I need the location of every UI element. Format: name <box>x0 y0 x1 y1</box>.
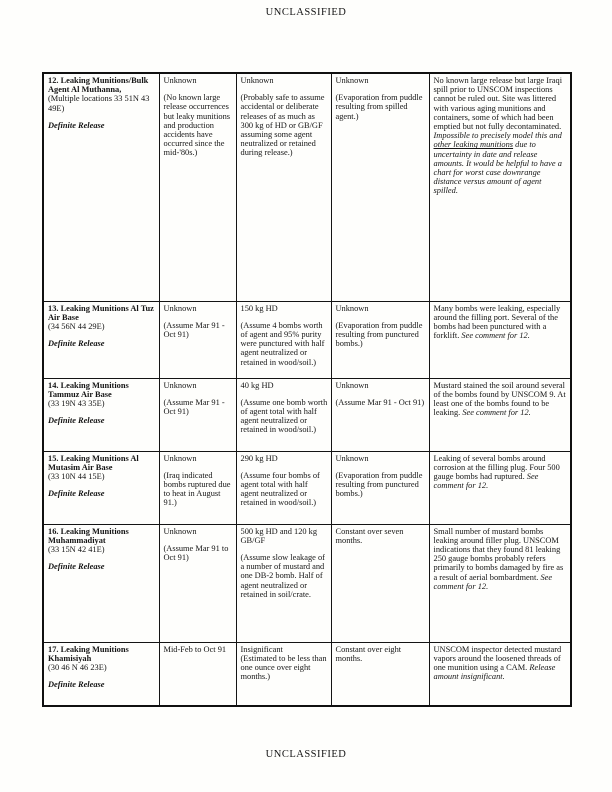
table-cell <box>331 451 429 524</box>
text-segment: Leaking of several bombs around corrosion at the filling plug. Four 500 gauge bombs had ruptured. <box>433 453 560 481</box>
text-segment: (Assume Mar 91 - Oct 91) <box>163 320 225 339</box>
text-segment: Unknown <box>163 453 197 463</box>
cell-paragraph <box>48 304 156 322</box>
text-segment: See comment for 12. <box>433 471 539 491</box>
cell-paragraph <box>241 471 328 508</box>
table-row-14 <box>43 378 571 451</box>
cell-paragraph <box>48 454 156 472</box>
text-segment: (30 46 N 46 23E) <box>48 662 107 672</box>
cell-paragraph <box>48 527 156 545</box>
text-segment: Definite Release <box>48 120 105 130</box>
text-segment: Definite Release <box>48 339 105 349</box>
cell-paragraph <box>434 304 568 341</box>
text-segment: See comment for 12. <box>462 408 531 418</box>
table-cell <box>429 524 571 642</box>
text-segment: Small number of mustard bombs leaking around filler plug. UNSCOM indications that they found 81 leaking 250 gauge bombs probably refers primarily to bombs damaged by fire as a result of aerial bombardment. <box>433 526 564 582</box>
text-segment: Definite Release <box>48 416 105 426</box>
cell-paragraph <box>336 454 426 463</box>
cell-paragraph <box>241 304 328 313</box>
text-segment: 150 kg HD <box>240 303 278 313</box>
table-cell <box>159 301 236 378</box>
table-cell <box>236 378 331 451</box>
table-row-16 <box>43 524 571 642</box>
cell-paragraph <box>434 645 568 682</box>
cell-paragraph <box>48 381 156 399</box>
table-cell <box>429 301 571 378</box>
table-cell <box>429 451 571 524</box>
cell-paragraph <box>164 544 233 562</box>
text-segment: due to uncertainty in date and release amounts. It would be helpful to have a chart for worst case downrange distance versus amount of agent spilled. <box>433 140 562 196</box>
text-segment: Definite Release <box>48 562 105 572</box>
cell-paragraph <box>48 472 156 481</box>
cell-paragraph <box>336 76 426 85</box>
text-segment: Unknown <box>335 453 369 463</box>
text-segment: 15. Leaking Munitions Al Mutasim Air Base <box>48 453 139 472</box>
cell-paragraph <box>434 527 568 591</box>
cell-paragraph <box>336 398 426 407</box>
text-segment: No known large release but large Iraqi spill prior to UNSCOM inspections cannot be ruled out. Site was littered with various aging munitions and containers, some of which had been emptied but not fully decontaminated. <box>433 76 563 132</box>
cell-paragraph <box>241 398 328 435</box>
cell-paragraph <box>48 663 156 672</box>
text-segment: 12. Leaking Munitions/Bulk Agent Al Muthanna, <box>48 76 149 95</box>
text-segment: Unknown <box>163 526 197 536</box>
cell-paragraph <box>336 471 426 499</box>
cell-paragraph <box>241 454 328 463</box>
text-segment: (Estimated to be less than one ounce over eight months.) <box>240 653 327 682</box>
text-segment: UNSCOM inspector detected mustard vapors around the loosened threads of one munition using a CAM. <box>433 644 562 672</box>
table-cell <box>159 73 236 301</box>
table-cell <box>43 524 159 642</box>
cell-paragraph <box>241 76 328 85</box>
table-cell <box>236 301 331 378</box>
cell-paragraph <box>164 471 233 508</box>
cell-paragraph <box>48 399 156 408</box>
text-segment: Definite Release <box>48 680 105 690</box>
table-cell <box>159 451 236 524</box>
table-row-15 <box>43 451 571 524</box>
text-segment: Unknown <box>163 380 197 390</box>
cell-paragraph <box>241 527 328 545</box>
cell-paragraph <box>48 322 156 331</box>
text-segment: 14. Leaking Munitions Tammuz Air Base <box>48 380 129 399</box>
cell-paragraph <box>48 545 156 554</box>
table-cell <box>331 378 429 451</box>
text-segment: Unknown <box>163 303 197 313</box>
cell-paragraph <box>48 76 156 94</box>
text-segment: 17. Leaking Munitions Khamisiyah <box>48 644 129 663</box>
table-cell <box>43 642 159 706</box>
text-segment: (Assume Mar 91 - Oct 91) <box>163 397 225 416</box>
cell-paragraph <box>48 562 156 571</box>
text-segment: 290 kg HD <box>240 453 278 463</box>
table-cell <box>236 451 331 524</box>
table-cell <box>236 642 331 706</box>
text-segment: (34 56N 44 29E) <box>48 321 105 331</box>
text-segment: Mid-Feb to Oct 91 <box>163 644 227 654</box>
table-cell <box>43 378 159 451</box>
table-cell <box>43 301 159 378</box>
cell-paragraph <box>164 454 233 463</box>
text-segment: Mustard stained the soil around several of the bombs found by UNSCOM 9. At least one of the bombs found to be leaking. <box>433 380 566 418</box>
text-segment: 16. Leaking Munitions Muhammadiyat <box>48 526 129 545</box>
cell-paragraph <box>336 381 426 390</box>
cell-paragraph <box>164 381 233 390</box>
text-segment: (Assume slow leakage of a number of mustard and one DB-2 bomb. Half of agent neutralized or retained in soil/crate. <box>240 552 325 599</box>
table-row-13 <box>43 301 571 378</box>
text-segment: (Assume four bombs of agent total with half agent neutralized or retained in wood/soil.) <box>240 470 320 508</box>
text-segment: (Assume 4 bombs worth of agent and 95% purity were punctured with half agent neutralized or retained in wood/soil.) <box>240 320 325 367</box>
text-segment: other leaking munitions <box>433 140 514 150</box>
table-cell <box>429 642 571 706</box>
cell-paragraph <box>336 304 426 313</box>
cell-paragraph <box>241 553 328 599</box>
text-segment: (Evaporation from puddle resulting from spilled agent.) <box>335 93 423 121</box>
text-segment: Impossible to precisely model this and <box>433 131 562 141</box>
table-cell <box>43 451 159 524</box>
table-cell <box>429 73 571 301</box>
text-segment: Unknown <box>240 76 274 85</box>
cell-paragraph <box>241 93 328 157</box>
table-cell <box>159 642 236 706</box>
text-segment: Insignificant <box>240 644 283 654</box>
table-row-17 <box>43 642 571 706</box>
text-segment: (Assume Mar 91 - Oct 91) <box>335 397 425 407</box>
text-segment: (Assume Mar 91 to Oct 91) <box>163 543 229 562</box>
cell-paragraph <box>434 454 568 491</box>
text-segment: Unknown <box>163 76 197 85</box>
cell-paragraph <box>48 94 156 112</box>
cell-paragraph <box>164 93 233 157</box>
text-segment: (Multiple locations 33 51N 43 49E) <box>48 94 150 113</box>
classification-header: UNCLASSIFIED <box>265 7 347 18</box>
cell-paragraph <box>48 121 156 130</box>
text-segment: (33 19N 43 35E) <box>48 398 105 408</box>
cell-paragraph <box>241 654 328 682</box>
munitions-table <box>42 72 572 707</box>
text-segment: (Evaporation from puddle resulting from punctured bombs.) <box>335 320 423 349</box>
table-cell <box>43 73 159 301</box>
cell-paragraph <box>241 645 328 654</box>
text-segment: Unknown <box>335 76 369 85</box>
table-cell <box>331 524 429 642</box>
text-segment: (Assume one bomb worth of agent total with half agent neutralized or retained in wood/soil.) <box>240 397 328 435</box>
cell-paragraph <box>48 416 156 425</box>
table-row-12 <box>43 73 571 301</box>
cell-paragraph <box>164 527 233 536</box>
table-cell <box>236 73 331 301</box>
cell-paragraph <box>164 304 233 313</box>
cell-paragraph <box>434 381 568 418</box>
text-segment: 13. Leaking Munitions Al Tuz Air Base <box>48 303 154 322</box>
text-segment: (Iraq indicated bombs ruptured due to heat in August 91.) <box>163 470 231 508</box>
cell-paragraph <box>164 321 233 339</box>
cell-paragraph <box>164 76 233 85</box>
text-segment: Constant over seven months. <box>335 526 404 545</box>
table-cell <box>331 642 429 706</box>
text-segment: Constant over eight months. <box>335 644 402 663</box>
cell-paragraph <box>48 645 156 663</box>
table-cell <box>331 73 429 301</box>
cell-paragraph <box>434 76 568 196</box>
text-segment: Definite Release <box>48 489 105 499</box>
text-segment: Unknown <box>335 303 369 313</box>
cell-paragraph <box>336 645 426 663</box>
cell-paragraph <box>336 93 426 121</box>
text-segment: 500 kg HD and 120 kg GB/GF <box>240 526 318 545</box>
cell-paragraph <box>336 321 426 349</box>
text-segment: 40 kg HD <box>240 380 274 390</box>
cell-paragraph <box>241 321 328 367</box>
text-segment: See comment for 12. <box>461 331 530 341</box>
cell-paragraph <box>336 527 426 545</box>
cell-paragraph <box>48 489 156 498</box>
cell-paragraph <box>164 645 233 654</box>
cell-paragraph <box>48 339 156 348</box>
text-segment: (33 10N 44 15E) <box>48 471 105 481</box>
text-segment: Unknown <box>335 380 369 390</box>
table-cell <box>236 524 331 642</box>
table-cell <box>159 524 236 642</box>
text-segment: (Evaporation from puddle resulting from punctured bombs.) <box>335 470 423 499</box>
table-cell <box>429 378 571 451</box>
table-cell <box>159 378 236 451</box>
table-cell <box>331 301 429 378</box>
cell-paragraph <box>48 680 156 689</box>
cell-paragraph <box>164 398 233 416</box>
text-segment: (33 15N 42 41E) <box>48 544 105 554</box>
text-segment: Many bombs were leaking, especially around the filling port. Several of the bombs had been punctured with a forklift. <box>433 303 561 341</box>
text-segment: (Probably safe to assume accidental or deliberate releases of as much as 300 kg of HD or GB/GF assuming some agent neutralized or retained during release.) <box>240 93 325 158</box>
classification-footer: UNCLASSIFIED <box>265 749 347 760</box>
text-segment: Release amount insignificant. <box>433 662 556 682</box>
text-segment: (No known large release occurrences but leaky munitions and production accidents have occurred since the mid-'80s.) <box>163 93 231 158</box>
cell-paragraph <box>241 381 328 390</box>
text-segment: See comment for 12. <box>433 572 553 591</box>
munitions-table-body <box>43 73 571 706</box>
